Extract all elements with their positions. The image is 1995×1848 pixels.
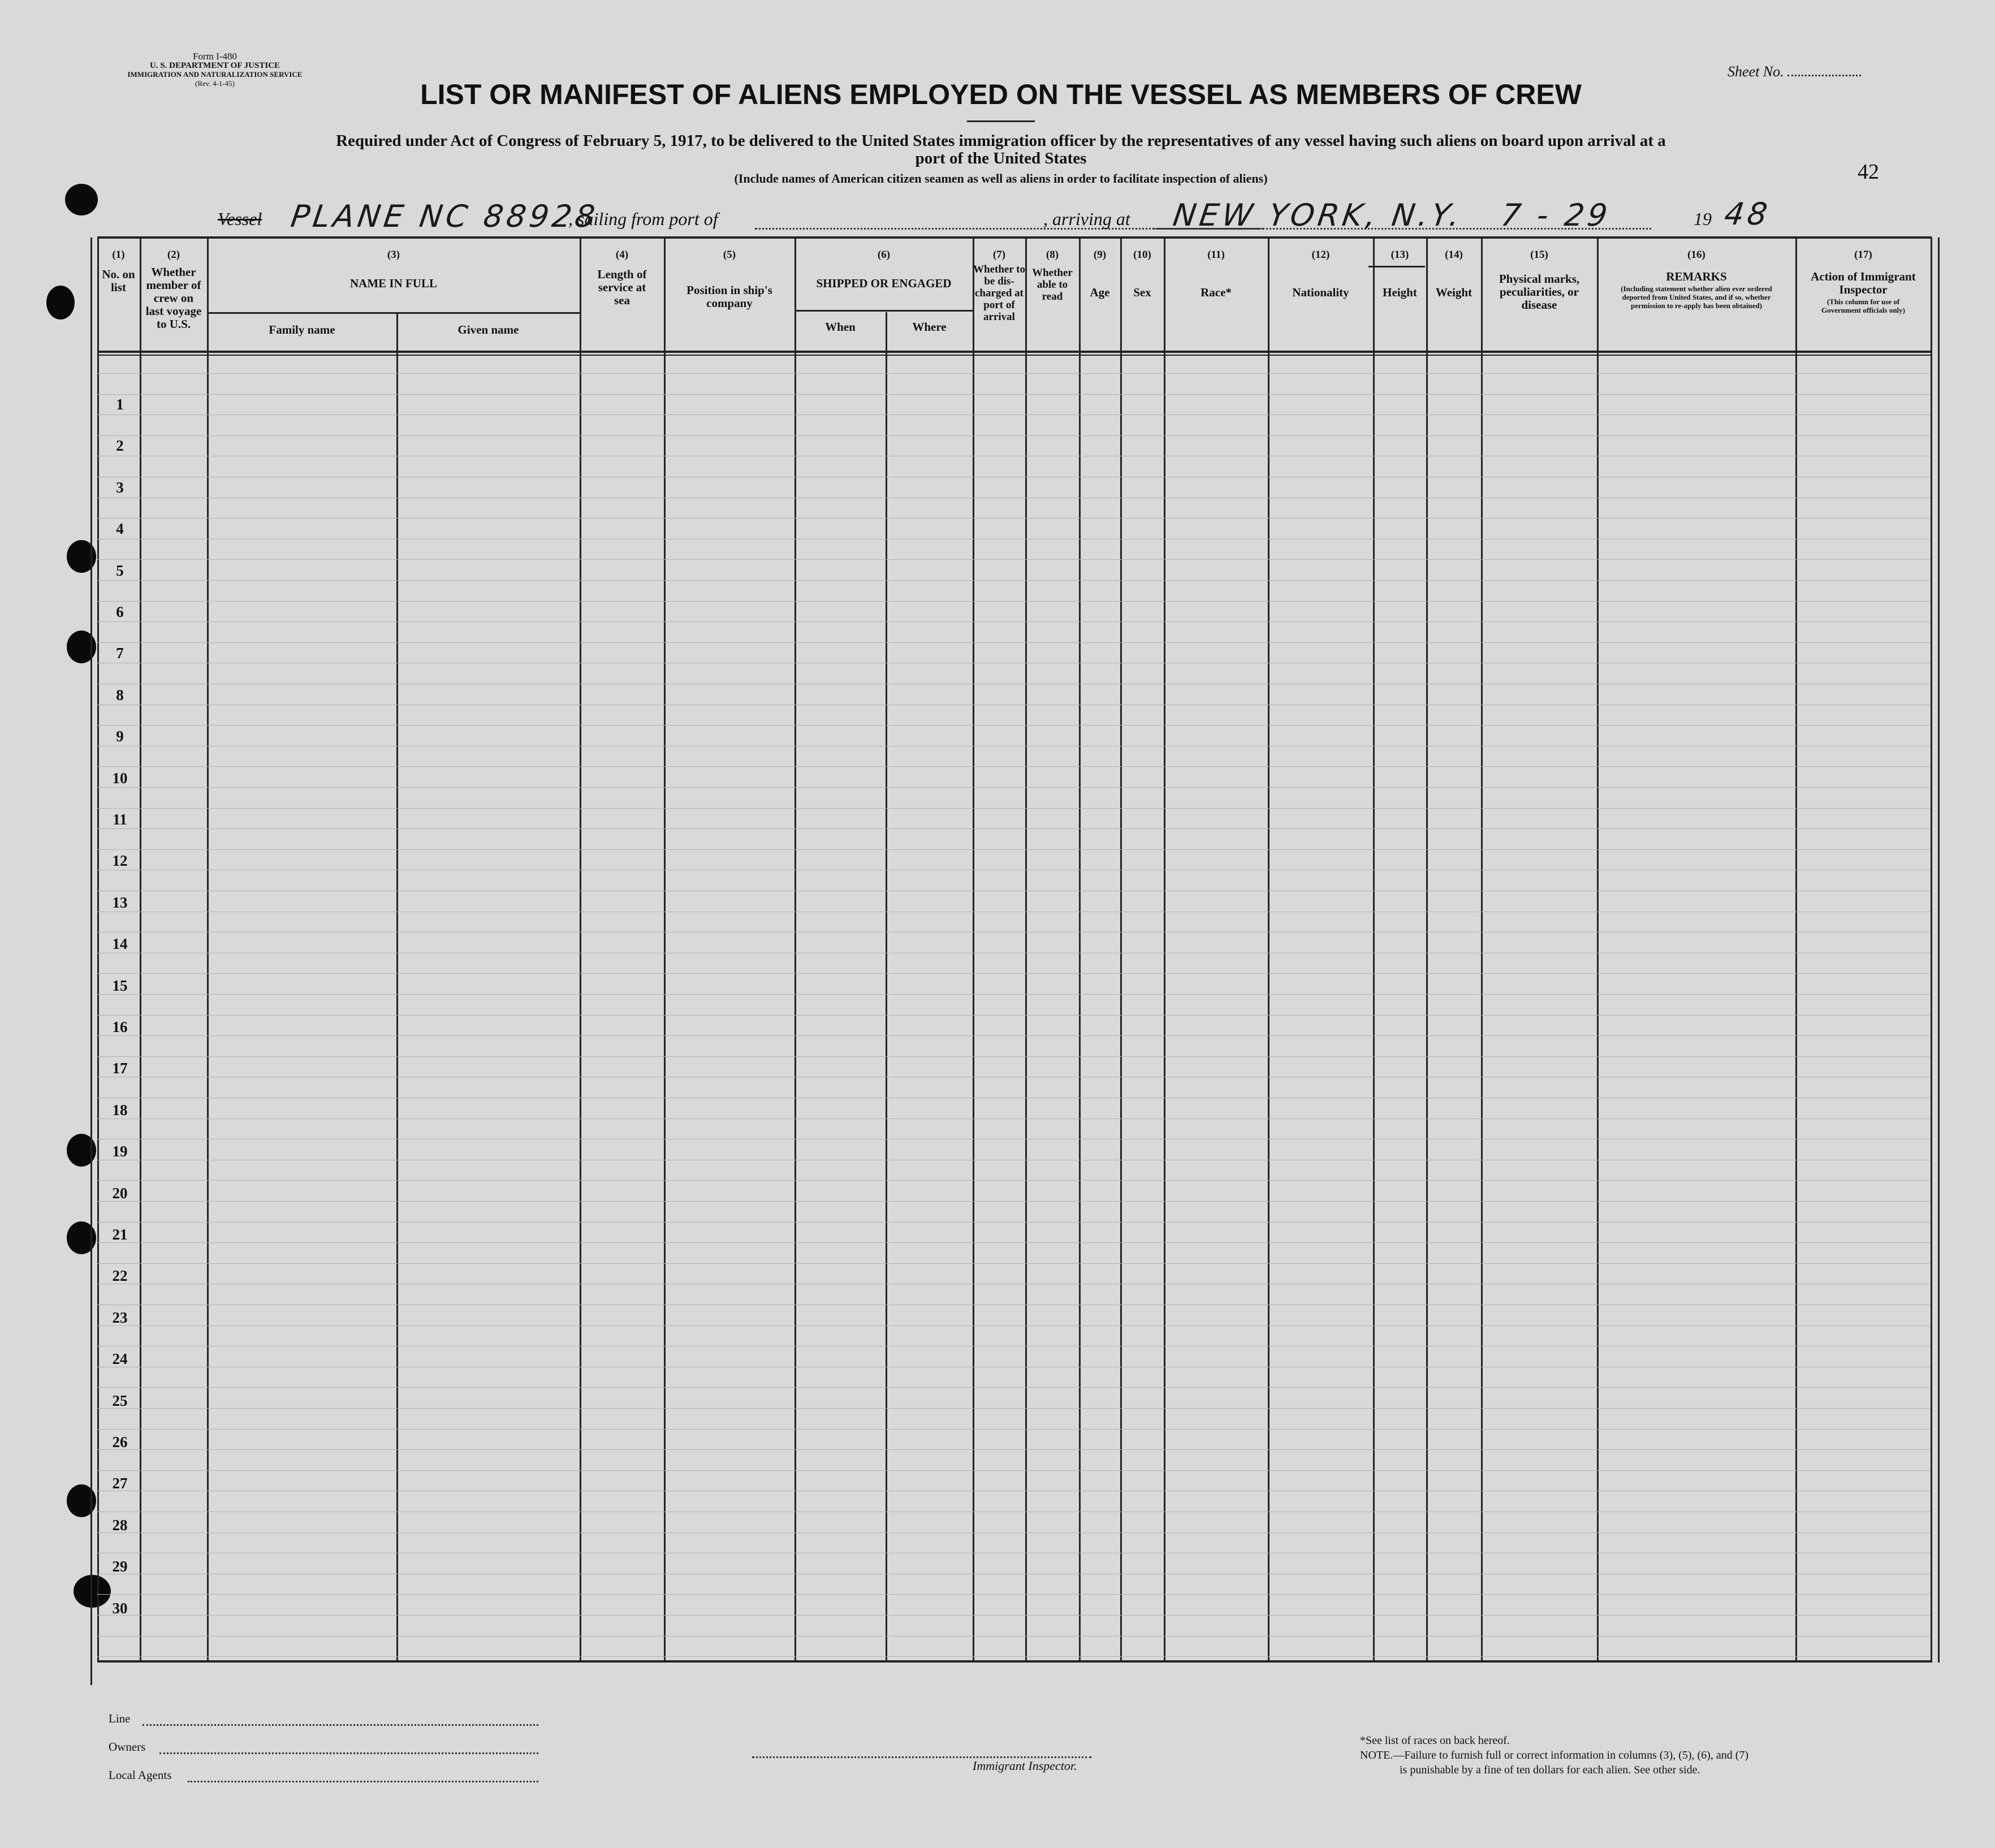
col-number: (14) xyxy=(1445,249,1463,261)
row-number: 21 xyxy=(112,1226,128,1243)
row-rule xyxy=(97,725,1931,726)
col-number: (1) xyxy=(112,249,125,261)
column-separator xyxy=(140,238,141,1663)
col-label: Physical marks, peculiarities, or disease xyxy=(1499,272,1580,312)
header-bottom-border xyxy=(97,351,1932,353)
subtitle-note: (Include names of American citizen seamen as well as aliens in order to facilitate inspection of aliens) xyxy=(734,171,1268,185)
footer-left xyxy=(109,1698,538,1782)
row-rule xyxy=(97,1180,1931,1181)
column-separator xyxy=(1931,238,1932,1663)
col-number: (6) xyxy=(877,249,891,261)
col-label: Action of Immigrant Inspector xyxy=(1811,270,1916,296)
row-rule xyxy=(97,1594,1931,1595)
col-12-header xyxy=(1268,249,1373,299)
column-separator xyxy=(1795,238,1797,1663)
row-number: 27 xyxy=(112,1475,128,1492)
row-rule xyxy=(97,1056,1931,1057)
col-label: Sex xyxy=(1133,286,1151,299)
note-line1: NOTE.—Failure to furnish full or correct information in columns (3), (5), (6), and (7) xyxy=(1360,1749,1749,1761)
col-label: REMARKS xyxy=(1666,270,1727,283)
table-top-border xyxy=(97,236,1932,239)
column-separator xyxy=(1025,238,1027,1663)
row-number: 11 xyxy=(113,811,127,828)
arriving-label: , arriving at xyxy=(1043,209,1130,229)
col-number: (17) xyxy=(1854,249,1872,261)
col-label: Height xyxy=(1383,286,1417,299)
row-rule xyxy=(97,1015,1931,1016)
row-rule xyxy=(97,414,1931,415)
year-field[interactable]: 48 xyxy=(1722,196,1773,232)
height-overline xyxy=(1368,266,1425,267)
column-separator xyxy=(97,238,99,1663)
row-rule xyxy=(97,559,1931,560)
column-separator xyxy=(973,238,974,1663)
col-10-header xyxy=(1121,249,1164,299)
row-rule xyxy=(97,973,1931,974)
col-5-header xyxy=(664,249,794,310)
page-title: LIST OR MANIFEST OF ALIENS EMPLOYED ON THE VESSEL AS MEMBERS OF CREW xyxy=(420,79,1582,110)
row-number: 25 xyxy=(112,1392,128,1409)
inspector-label: Immigrant Inspector. xyxy=(973,1759,1077,1773)
col-label: Age xyxy=(1090,286,1110,299)
family-name-header: Family name xyxy=(269,323,335,336)
column-separator xyxy=(794,238,796,1663)
row-number: 17 xyxy=(112,1060,128,1077)
col-6-header xyxy=(795,249,973,290)
column-separator xyxy=(1164,238,1165,1663)
col-note: (Including statement whether alien ever ordered deported from United States, and if so, whether permission to re-apply has been obtained) xyxy=(1621,284,1772,310)
races-note: *See list of races on back hereof. xyxy=(1360,1734,1510,1747)
row-rule xyxy=(97,1242,1931,1243)
row-rule xyxy=(97,518,1931,519)
col-number: (4) xyxy=(615,249,629,261)
row-number: 5 xyxy=(116,562,124,579)
row-number: 10 xyxy=(112,770,128,787)
row-rule xyxy=(97,642,1931,643)
col-number: (15) xyxy=(1530,249,1548,261)
row-rule xyxy=(97,1387,1931,1388)
vessel-label: Vessel xyxy=(218,209,262,229)
col-label: Position in ship's company xyxy=(686,283,772,310)
col-14-header xyxy=(1427,249,1481,299)
year-prefix: 19 xyxy=(1694,209,1712,229)
col-number: (8) xyxy=(1046,249,1059,261)
outer-left-border xyxy=(90,238,92,1685)
owners-row xyxy=(109,1726,538,1754)
col-label: Whether able to read xyxy=(1032,267,1073,303)
sheet-label: Sheet No. xyxy=(1728,63,1784,80)
row-number: 20 xyxy=(112,1185,128,1202)
row-number: 15 xyxy=(112,977,128,994)
col-number: (10) xyxy=(1133,249,1151,261)
row-number: 18 xyxy=(112,1102,128,1119)
column-separator xyxy=(396,312,398,1661)
row-rule xyxy=(97,1656,1931,1657)
col-number: (5) xyxy=(723,249,736,261)
row-rule xyxy=(97,1408,1931,1409)
agents-row xyxy=(109,1754,538,1782)
column-separator xyxy=(580,238,581,1663)
column-separator xyxy=(1268,238,1269,1663)
row-rule xyxy=(97,1470,1931,1471)
agents-label: Local Agents xyxy=(109,1768,172,1782)
col-label: SHIPPED OR ENGAGED xyxy=(816,277,952,290)
arrival-date-field[interactable]: 7 - 29 xyxy=(1499,197,1613,233)
row-rule xyxy=(97,1636,1931,1637)
sheet-number xyxy=(1728,63,1861,80)
column-separator xyxy=(1597,238,1599,1663)
sailing-label: , sailing from port of xyxy=(568,209,718,229)
column-separator xyxy=(886,312,887,1661)
col-label: Length of service at sea xyxy=(597,267,647,307)
note-line2: is punishable by a fine of ten dollars for each alien. See other side. xyxy=(1400,1764,1700,1776)
row-number: 14 xyxy=(112,935,128,952)
row-rule xyxy=(97,1449,1931,1450)
col-1-header xyxy=(97,249,140,294)
row-rule xyxy=(97,435,1931,436)
col-number: (3) xyxy=(387,249,400,261)
row-number: 1 xyxy=(116,396,124,413)
row-number: 7 xyxy=(116,645,124,662)
outer-right-border xyxy=(1938,238,1940,1663)
row-rule xyxy=(97,849,1931,850)
row-rule xyxy=(97,580,1931,581)
row-rule xyxy=(97,1035,1931,1036)
row-rule xyxy=(97,373,1931,374)
row-number: 28 xyxy=(112,1517,128,1534)
col-number: (12) xyxy=(1311,249,1330,261)
punch-hole xyxy=(46,286,75,319)
table-bottom-border xyxy=(97,1660,1932,1663)
col-label: NAME IN FULL xyxy=(349,277,437,290)
service-name: IMMIGRATION AND NATURALIZATION SERVICE xyxy=(127,70,303,79)
title-underline xyxy=(967,120,1035,122)
name-subheader-line xyxy=(208,312,580,314)
department-name: U. S. DEPARTMENT OF JUSTICE xyxy=(149,61,280,70)
col-2-header xyxy=(140,249,207,331)
vessel-name-field[interactable]: PLANE NC 88928 xyxy=(288,198,601,234)
col-number: (9) xyxy=(1093,249,1107,261)
col-number: (11) xyxy=(1207,249,1225,261)
row-number: 4 xyxy=(116,520,124,537)
col-17-header xyxy=(1796,249,1931,314)
col-13-header xyxy=(1374,249,1426,299)
row-rule xyxy=(97,1263,1931,1264)
row-rule xyxy=(97,828,1931,829)
row-rule xyxy=(97,1222,1931,1223)
owners-field[interactable] xyxy=(159,1741,538,1754)
column-separator xyxy=(1373,238,1375,1663)
subtitle-line1: Required under Act of Congress of February 5, 1917, to be delivered to the United States immigration officer by the representatives of any vessel having such aliens on board upon arrival at a xyxy=(336,132,1666,150)
row-number: 6 xyxy=(116,603,124,620)
shipped-when-header: When xyxy=(825,320,856,334)
row-number: 24 xyxy=(112,1350,128,1367)
arriving-port-field[interactable]: NEW YORK, N.Y. xyxy=(1171,197,1466,233)
inspector-signature-field[interactable] xyxy=(752,1748,1091,1758)
line-row xyxy=(109,1698,538,1726)
col-number: (13) xyxy=(1391,249,1409,261)
subtitle-line2: port of the United States xyxy=(915,149,1087,167)
row-rule xyxy=(97,1201,1931,1202)
col-15-header xyxy=(1482,249,1597,312)
row-number: 9 xyxy=(116,728,124,745)
column-separator xyxy=(1426,238,1428,1663)
header-bottom-border-inner xyxy=(97,355,1932,356)
col-number: (2) xyxy=(167,249,180,261)
col-16-header xyxy=(1597,249,1795,310)
row-number: 13 xyxy=(112,894,128,911)
row-number: 12 xyxy=(112,852,128,869)
column-separator xyxy=(1481,238,1483,1663)
col-note: (This column for use of Government officials only) xyxy=(1821,297,1906,314)
row-rule xyxy=(97,1615,1931,1616)
shipped-subheader-line xyxy=(795,310,973,312)
row-number: 2 xyxy=(116,437,124,454)
col-8-header xyxy=(1026,249,1079,303)
col-label: Nationality xyxy=(1292,286,1349,299)
column-separator xyxy=(1079,238,1081,1663)
subtitle xyxy=(136,132,1866,187)
column-separator xyxy=(1120,238,1122,1663)
form-number: Form I-480 xyxy=(193,51,237,62)
agents-field[interactable] xyxy=(188,1769,538,1782)
row-number: 19 xyxy=(112,1143,128,1160)
punch-hole xyxy=(65,184,98,215)
row-number: 8 xyxy=(116,686,124,703)
line-label: Line xyxy=(109,1712,131,1725)
row-rule xyxy=(97,394,1931,395)
form-id-block xyxy=(102,52,328,88)
row-rule xyxy=(97,766,1931,767)
row-rule xyxy=(97,808,1931,809)
row-rule xyxy=(97,1325,1931,1326)
row-rule xyxy=(97,787,1931,788)
row-rule xyxy=(97,1429,1931,1430)
col-label: Race* xyxy=(1201,286,1232,299)
row-number: 23 xyxy=(112,1309,128,1326)
column-separator xyxy=(664,238,666,1663)
col-label: Weight xyxy=(1435,286,1472,299)
row-number: 29 xyxy=(112,1558,128,1575)
col-label: Whether member of crew on last voyage to U.S. xyxy=(145,265,202,331)
col-label: Whether to be dis-charged at port of arrival xyxy=(973,264,1025,323)
row-rule xyxy=(97,1532,1931,1533)
col-3-header xyxy=(208,249,580,290)
row-number: 30 xyxy=(112,1600,128,1617)
col-number: (7) xyxy=(992,249,1006,261)
col-7-header xyxy=(973,249,1025,323)
col-label: No. on list xyxy=(102,267,135,294)
owners-label: Owners xyxy=(109,1740,146,1754)
row-rule xyxy=(97,994,1931,995)
col-number: (16) xyxy=(1687,249,1705,261)
row-rule xyxy=(97,621,1931,622)
footer-notes xyxy=(1360,1733,1925,1777)
row-number: 3 xyxy=(116,479,124,496)
row-rule xyxy=(97,601,1931,602)
shipped-where-header: Where xyxy=(912,320,947,334)
page-number: 42 xyxy=(1858,160,1879,184)
vessel-line xyxy=(218,196,1801,235)
col-11-header xyxy=(1164,249,1268,299)
form-revision: (Rev. 4-1-45) xyxy=(195,79,235,88)
given-name-header: Given name xyxy=(457,323,519,336)
col-9-header xyxy=(1079,249,1120,299)
row-number: 26 xyxy=(112,1434,128,1450)
col-4-header xyxy=(580,249,664,307)
line-field[interactable] xyxy=(142,1713,538,1726)
row-number: 22 xyxy=(112,1267,128,1284)
column-separator xyxy=(207,238,209,1663)
row-number: 16 xyxy=(112,1018,128,1035)
